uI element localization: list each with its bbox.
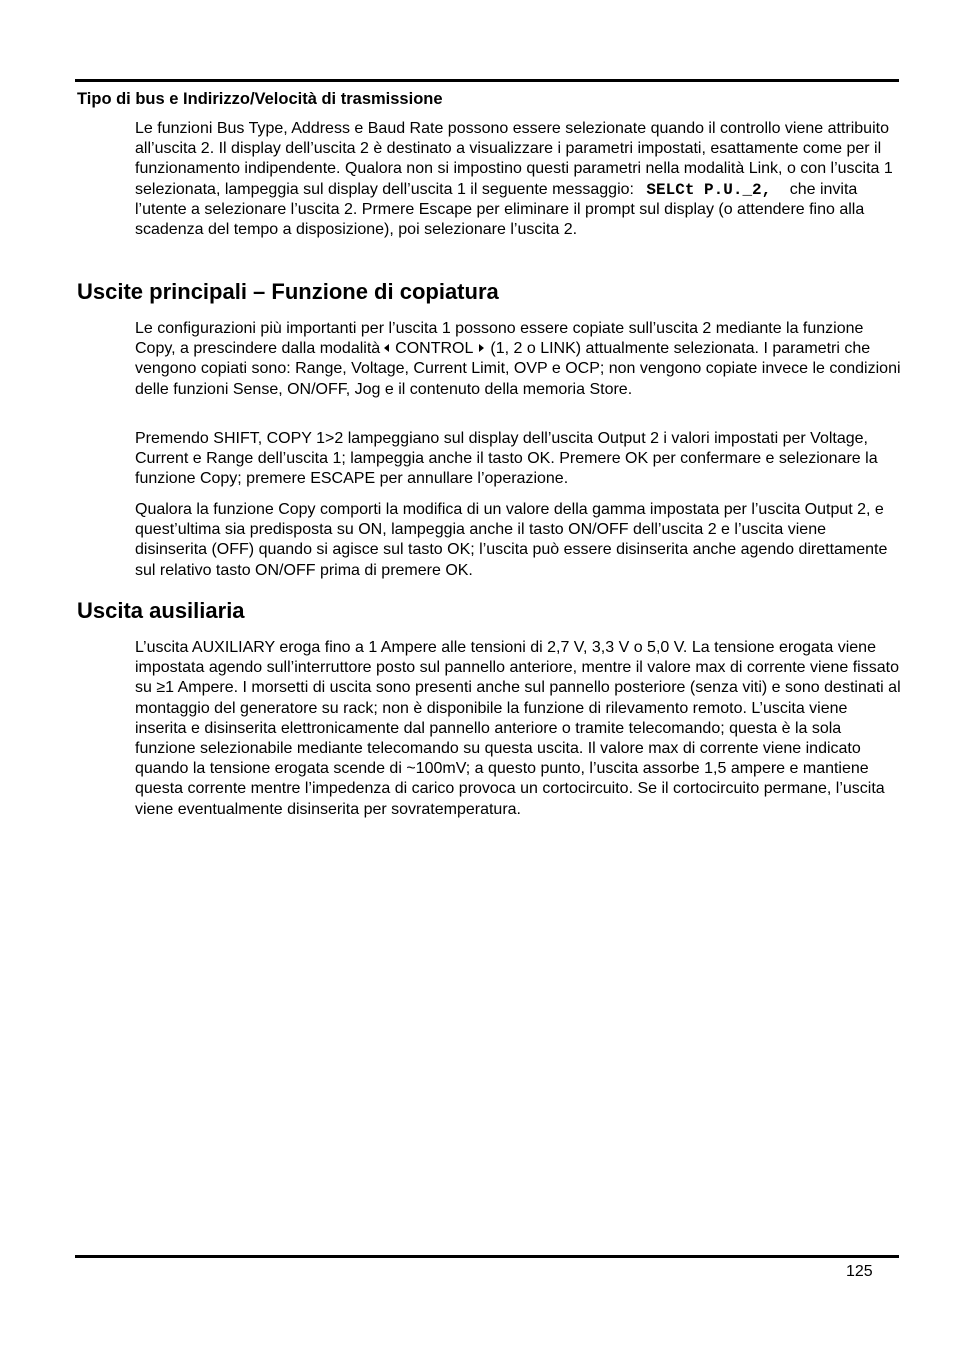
bus-address-paragraph [135,119,901,240]
copy-paragraph-1 [135,319,901,400]
bottom-rule [75,1255,899,1258]
triangle-right-icon [479,344,484,352]
auxiliary-output-heading: Uscita ausiliaria [77,598,245,623]
bus-address-heading: Tipo di bus e Indirizzo/Velocità di trasmissione [77,90,443,108]
bus-address-text-b: che invita l’utente a selezionare l’uscita 2. Prmere Escape per eliminare il prompt sul display (o attendere fino alla scadenza del tempo a disposizione), poi selezionare l’uscita 2. [135,180,865,239]
copy-paragraph-2: Premendo SHIFT, COPY 1>2 lampeggiano sul display dell’uscita Output 2 i valori impostati per Voltage, Current e Range dell’uscita 1; lampeggia anche il tasto OK. Premere OK per confermare e selezionare la funzione Copy; premere ESCAPE per annullare l’operazione. [135,430,878,488]
auxiliary-paragraph: L’uscita AUXILIARY eroga fino a 1 Ampere alle tensioni di 2,7 V, 3,3 V o 5,0 V. La tensione erogata viene impostata agendo sull’interruttore posto sul pannello anteriore, mentre il valore max di corrente viene fissato su ≥1 Ampere. I morsetti di uscita sono presenti anche sul pannello posteriore (senza viti) e sono destinati al montaggio del generatore su rack; non è disponibile la funzione di rilevamento remoto. L’uscita viene inserita e disinserita elettronicamente dal pannello anteriore o tramite telecomando; questa è la sola funzione selezionabile mediante telecomando su questa uscita. Il valore max di corrente viene indicato quando la tensione erogata scende di ~100mV; a questo punto, l’uscita assorbe 1,5 ampere e mantiene questa corrente mentre l’impedenza di carico provoca un cortocircuito. Se il cortocircuito permane, l’uscita viene eventualmente disinserita per sovratemperatura. [135,639,901,818]
bus-address-text-a: Le funzioni Bus Type, Address e Baud Rate possono essere selezionate quando il controllo viene attribuito all’uscita 2. Il display dell’uscita 2 è destinato a visualizzare i parametri impostati, esattamente come per il funzionamento indipendente. Qualora non si impostino questi parametri nella modalità Link, o con l’uscita 1 selezionata, lampeggia sul display dell’uscita 1 il seguente messaggio: [135,120,893,198]
page-number: 125 [846,1263,873,1280]
copy-para1-text-b: (1, 2 o LINK) attualmente selezionata. I parametri che vengono copiati sono: Range, Voltage, Current Limit, OVP e OCP; non vengono copiate invece le condizioni delle funzioni Sense, ON/OFF, Jog e il contenuto della memoria Store. [135,340,901,398]
copy-function-heading: Uscite principali – Funzione di copiatura [77,279,499,304]
control-label: CONTROL [395,340,474,358]
copy-para1-text-a: Le configurazioni più importanti per l’uscita 1 possono essere copiate sull’uscita 2 mediante la funzione Copy, a prescindere dalla modalità [135,320,864,358]
copy-paragraph-3: Qualora la funzione Copy comporti la modifica di un valore della gamma impostata per l’uscita Output 2, e quest’ultima sia predisposta su ON, lampeggia anche il tasto ON/OFF dell’uscita 2 e l’uscita viene disinserita (OFF) quando si agisce sul tasto OK; l’uscita può essere disinserita anche agendo direttamente sul relativo tasto ON/OFF prima di premere OK. [135,501,888,579]
triangle-left-icon [384,344,389,352]
top-rule [75,79,899,82]
display-message-code: SELCt P.U._2, [646,180,772,199]
